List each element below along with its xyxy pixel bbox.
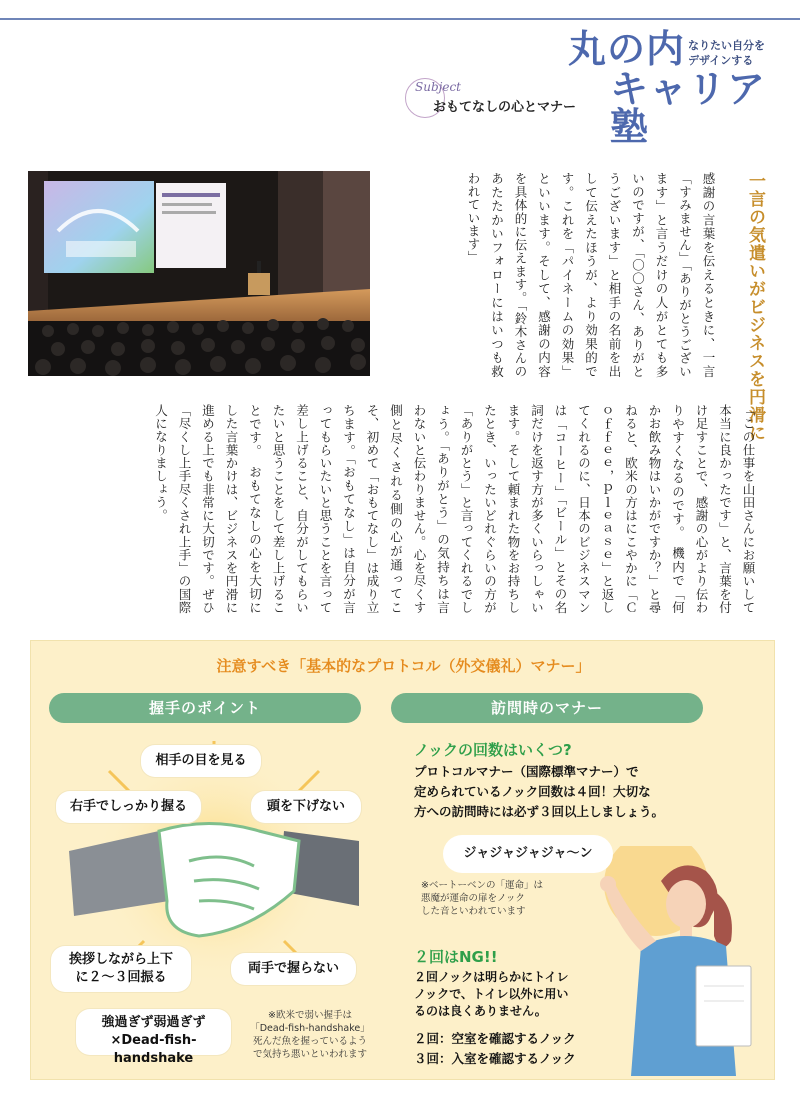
article-column-1: 感謝の言葉を伝えるときに、一言「すみません」「ありがとうございます」と言うだけの人がとても多いのですが、「〇〇さん、ありがとうございます」と相手の名前を出して伝えたほうが、より効果的です。これを「パイネームの効果」といいます。そして、感謝の内容を具体的に伝えます。「鈴木さんのあたたかいフォローにはいつも救われています」 (466, 172, 716, 378)
brand-logo (560, 26, 800, 149)
two-knock-meaning: ２回：空室を確認するノック (414, 1031, 576, 1046)
box-title: 注意すべき「基本的なプロトコル（外交儀礼）マナー」 (216, 657, 591, 675)
ng-line-1: ２回ノックは明らかにトイレ (414, 970, 569, 984)
beethoven-note-line-3: した音といわれています (421, 906, 526, 917)
tip-no-both-hands: 両手で握らない (231, 953, 356, 985)
woman-knocking-illustration-icon (586, 846, 766, 1076)
tip-shake-line-1: 挨拶しながら上下 (68, 952, 173, 967)
subject-word: Subject (415, 80, 461, 94)
visit-manner-header: 訪問時のマナー (391, 693, 703, 723)
tip-strength-line-1: 強過ぎず弱過ぎず (101, 1015, 206, 1030)
seminar-photo-icon (28, 171, 370, 376)
tip-no-bow: 頭を下げない (251, 791, 361, 823)
tip-strength-line-2: ×Dead-fish-handshake (110, 1033, 197, 1066)
dead-fish-note-line-3: 死んだ魚を握っているよう (252, 1036, 367, 1047)
tip-shake-line-2: に２〜３回振る (75, 970, 167, 985)
knock-description (414, 762, 744, 822)
beethoven-note-line-1: ※ベートーベンの「運命」は (421, 880, 543, 891)
handshake-points-header: 握手のポイント (49, 693, 361, 723)
beethoven-note-line-2: 悪魔が運命の扉をノック (421, 893, 525, 904)
article-column-2: 「この仕事を山田さんにお願いして本当に良かったです」と、言葉を付け足すことで、感謝の心がより伝わりやすくなるのです。 機内で「何かお飲み物はいかがですか？」と尋ねると、欧米の方はにこやかに「Ｃｏｆｆｅｅ，ｐｌｅａｓｅ」と返してくれるのに、日本のビジネスマンは「コーヒー」「ビール」とその名詞だけを返す方が多くいらっしゃいます。そして頼まれた物をお持ちしたとき、いったいどれぐらいの方が「ありがとう」と言ってくれるでしょう。「ありがとう」の気持ちは言わないと伝わりません。心を尽くす側と尽くされる側の心が通ってこそ、初めて「おもてなし」は成り立ちます。「おもてなし」は自分が言ってもらいたいと思うことを言って差し上げること、自分がしてもらいたいと思うことをして差し上げることです。 おもてなしの心を大切にした言葉かけは、ビジネスを円滑に進める上でも非常に大切です。ぜひ「尽くし上手尽くされ上手」の国際人になりましょう。 (153, 404, 756, 614)
knock-line-3: 方への訪問時には必ず３回以上しましょう。 (414, 804, 665, 819)
subject-title: おもてなしの心とマナー (433, 100, 577, 115)
dead-fish-note-line-2: 「Dead-fish-handshake」 (250, 1023, 370, 1034)
ng-line-3: るのは良くありません。 (414, 1004, 547, 1018)
knock-line-1: プロトコルマナー（国際標準マナー）で (414, 764, 639, 779)
subject-label (405, 78, 585, 118)
beethoven-note (421, 879, 571, 918)
brand-tagline-line-2: デザインする (688, 54, 754, 67)
knock-line-2: 定められているノック回数は４回！大切な (414, 784, 651, 799)
ng-line-2: ノックで、トイレ以外に用い (414, 987, 569, 1001)
protocol-manner-box (30, 640, 775, 1080)
dead-fish-note-line-4: で気持ち悪いといわれます (252, 1049, 367, 1060)
tip-eye-contact: 相手の目を見る (141, 745, 261, 777)
handshake-illustration-icon (49, 731, 379, 1051)
two-knock-ng-text (414, 969, 594, 1020)
seminar-photo (28, 171, 370, 376)
article-heading: 一言の気遣いがビジネスを円滑に (745, 172, 765, 442)
knock-title: ノックの回数はいくつ? (414, 741, 572, 759)
dead-fish-note-line-1: ※欧米で弱い握手は (268, 1010, 352, 1021)
brand-tagline-line-1: なりたい自分を (688, 39, 765, 52)
tip-strength (76, 1009, 231, 1066)
top-rule (0, 18, 800, 20)
knock-sound-bubble: ジャジャジャジャ〜ン (443, 835, 613, 873)
dead-fish-note (235, 1009, 385, 1061)
brand-tagline (688, 38, 765, 68)
tip-right-hand: 右手でしっかり握る (56, 791, 201, 823)
tip-shake (51, 946, 191, 992)
two-knock-ng-title: ２回はNG!! (414, 948, 498, 966)
brand-title-line-2: キャリア塾 (610, 66, 767, 149)
three-knock-meaning: ３回：入室を確認するノック (414, 1051, 576, 1066)
brand-title-line-1: 丸の内 (568, 26, 686, 71)
